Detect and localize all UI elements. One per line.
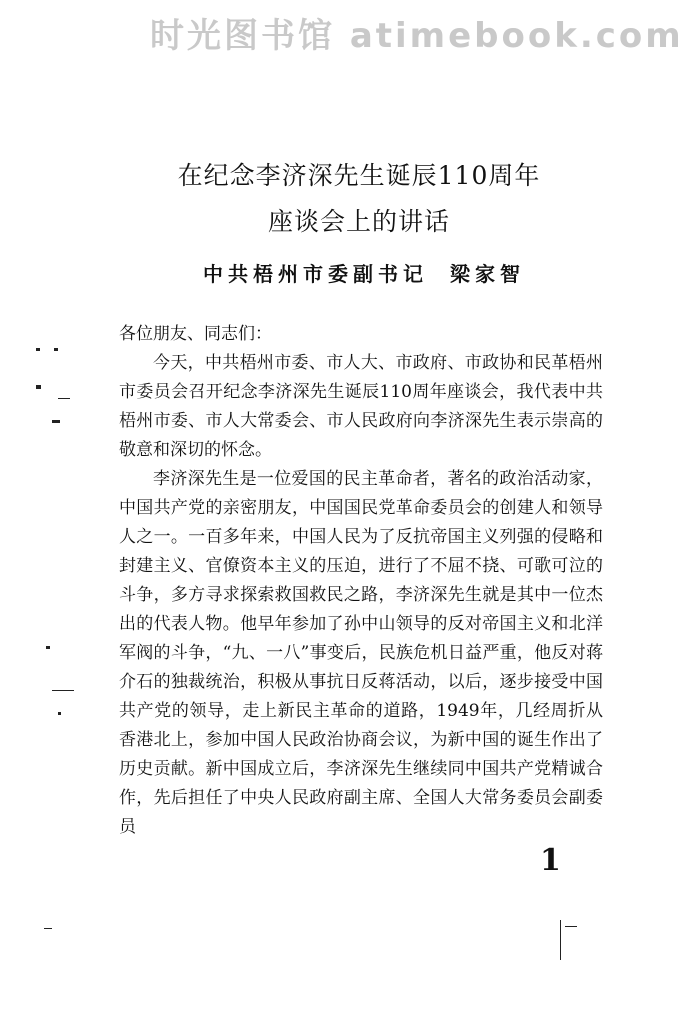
speech-body — [119, 320, 603, 842]
scan-mark — [36, 385, 41, 389]
author-position: 中共梧州市委副书记 — [203, 262, 428, 286]
scan-mark — [565, 926, 577, 927]
paragraph: 李济深先生是一位爱国的民主革命者，著名的政治活动家，中国共产党的亲密朋友，中国国民党革命委员会的创建人和领导人之一。一百多年来，中国人民为了反抗帝国主义列强的侵略和封建主义、官僚资本主义的压迫，进行了不屈不挠、可歌可泣的斗争，多方寻求探索救国救民之路，李济深先生就是其中一位杰出的代表人物。他早年参加了孙中山领导的反对帝国主义和北洋军阀的斗争，“九、一八”事变后，民族危机日益严重，他反对蒋介石的独裁统治，积极从事抗日反蒋活动，以后，逐步接受中国共产党的领导，走上新民主革命的道路，1949年，几经周折从香港北上，参加中国人民政治协商会议，为新中国的诞生作出了历史贡献。新中国成立后，李济深先生继续同中国共产党精诚合作，先后担任了中央人民政府副主席、全国人大常务委员会副委员 — [119, 469, 603, 837]
scan-mark — [44, 928, 52, 929]
scan-mark — [54, 348, 58, 351]
scan-mark — [46, 646, 50, 649]
scan-mark — [52, 690, 74, 691]
page-number: 1 — [540, 843, 561, 878]
author-byline — [203, 258, 525, 287]
scan-mark — [560, 920, 561, 960]
salutation: 各位朋友、同志们： — [119, 324, 272, 344]
scan-mark — [58, 712, 61, 715]
watermark: 时光图书馆 atimebook.com — [150, 16, 684, 56]
paragraph: 今天，中共梧州市委、市人大、市政府、市政协和民革梧州市委员会召开纪念李济深先生诞辰110周年座谈会，我代表中共梧州市委、市人大常委会、市人民政府向李济深先生表示崇高的敬意和深切的怀念。 — [119, 353, 603, 460]
title-line-1: 在纪念李济深先生诞辰110周年 — [177, 161, 541, 190]
scan-mark — [52, 420, 60, 423]
title-line-2: 座谈会上的讲话 — [267, 207, 450, 236]
scan-mark — [36, 348, 40, 351]
author-name: 梁家智 — [450, 262, 525, 286]
scan-mark — [58, 398, 70, 399]
